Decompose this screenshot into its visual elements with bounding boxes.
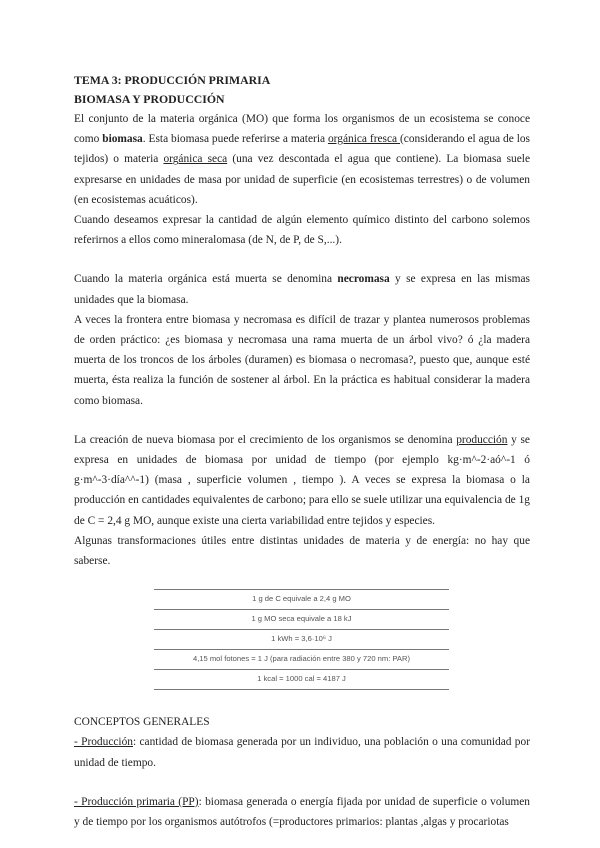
conceptos-heading: CONCEPTOS GENERALES <box>74 716 210 729</box>
paragraph-frontera: A veces la frontera entre biomasa y necromasa es difícil de trazar y plantea numerosos problemas de orden práctico: ¿es biomasa y necromasa una rama muerta de un árbol vivo? ó ¿la madera muerta de los troncos de los árboles (duramen) es biomasa o necromasa?, puesto que, aunque esté muerta, ésta realiza la función de sostener al árbol. En la práctica es habitual considerar la madera como biomasa. <box>74 313 530 407</box>
paragraph-mineralomasa: Cuando deseamos expresar la cantidad de algún elemento químico distinto del carbono solemos referirnos a ellos como mineralomasa (de N, de P, de S,...). <box>74 214 530 247</box>
concept-produccion-primaria: - Producción primaria (PP): biomasa generada o energía fijada por unidad de superficie o volumen y de tiempo por los organismos autótrofos (=productores primarios: plantas ,algas y procariotas <box>74 795 530 829</box>
term-produccion: producción <box>456 433 508 446</box>
paragraph-necromasa: Cuando la materia orgánica está muerta se denomina necromasa y se expresa en las mismas unidades que la biomasa. <box>74 273 530 306</box>
section-title: BIOMASA Y PRODUCCIÓN <box>74 92 225 106</box>
table-row: 1 g de C equivale a 2,4 g MO <box>154 590 449 610</box>
term-organica-seca: orgánica seca <box>163 153 228 166</box>
term-necromasa: necromasa <box>337 273 390 286</box>
conversion-table <box>154 589 449 690</box>
term-organica-fresca: orgánica fresca <box>327 133 401 146</box>
table-row: 1 kWh = 3,6·10⁶ J <box>154 630 449 650</box>
document-page <box>74 71 530 832</box>
table-row: 1 kcal = 1000 cal = 4187 J <box>154 670 449 690</box>
table-row: 4,15 mol fotones = 1 J (para radiación entre 380 y 720 nm: PAR) <box>154 650 449 670</box>
term-biomasa: biomasa <box>102 133 143 146</box>
paragraph-produccion: La creación de nueva biomasa por el crecimiento de los organismos se denomina producción y se expresa en unidades de biomasa por unidad de tiempo (por ejemplo kg·m^-2·aó^-1 ó g·m^-3·día^^-1) (masa , superficie volumen , tiempo ). A veces se expresa la biomasa o la producción en cantidades equivalentes de carbono; para ello se suele utilizar una equivalencia de 1g de C = 2,4 g MO, aunque existe una cierta variabilidad entre tejidos y especies. <box>74 433 530 527</box>
topic-title: TEMA 3: PRODUCCIÓN PRIMARIA <box>74 73 271 87</box>
paragraph-transformaciones: Algunas transformaciones útiles entre distintas unidades de materia y de energía: no hay que saberse. <box>74 534 530 568</box>
paragraph-biomasa: El conjunto de la materia orgánica (MO) que forma los organismos de un ecosistema se conoce como biomasa. Esta biomasa puede referirse a materia orgánica fresca (considerando el agua de los tejidos) o materia orgánica seca (una vez descontada el agua que contiene). La biomasa suele expresarse en unidades de masa por unidad de superficie (en ecosistemas terrestres) o de volumen (en ecosistemas acuáticos). <box>74 113 530 206</box>
concept-produccion: - Producción: cantidad de biomasa generada por un individuo, una población o una comunidad por unidad de tiempo. <box>74 736 530 769</box>
table-row: 1 g MO seca equivale a 18 kJ <box>154 610 449 630</box>
